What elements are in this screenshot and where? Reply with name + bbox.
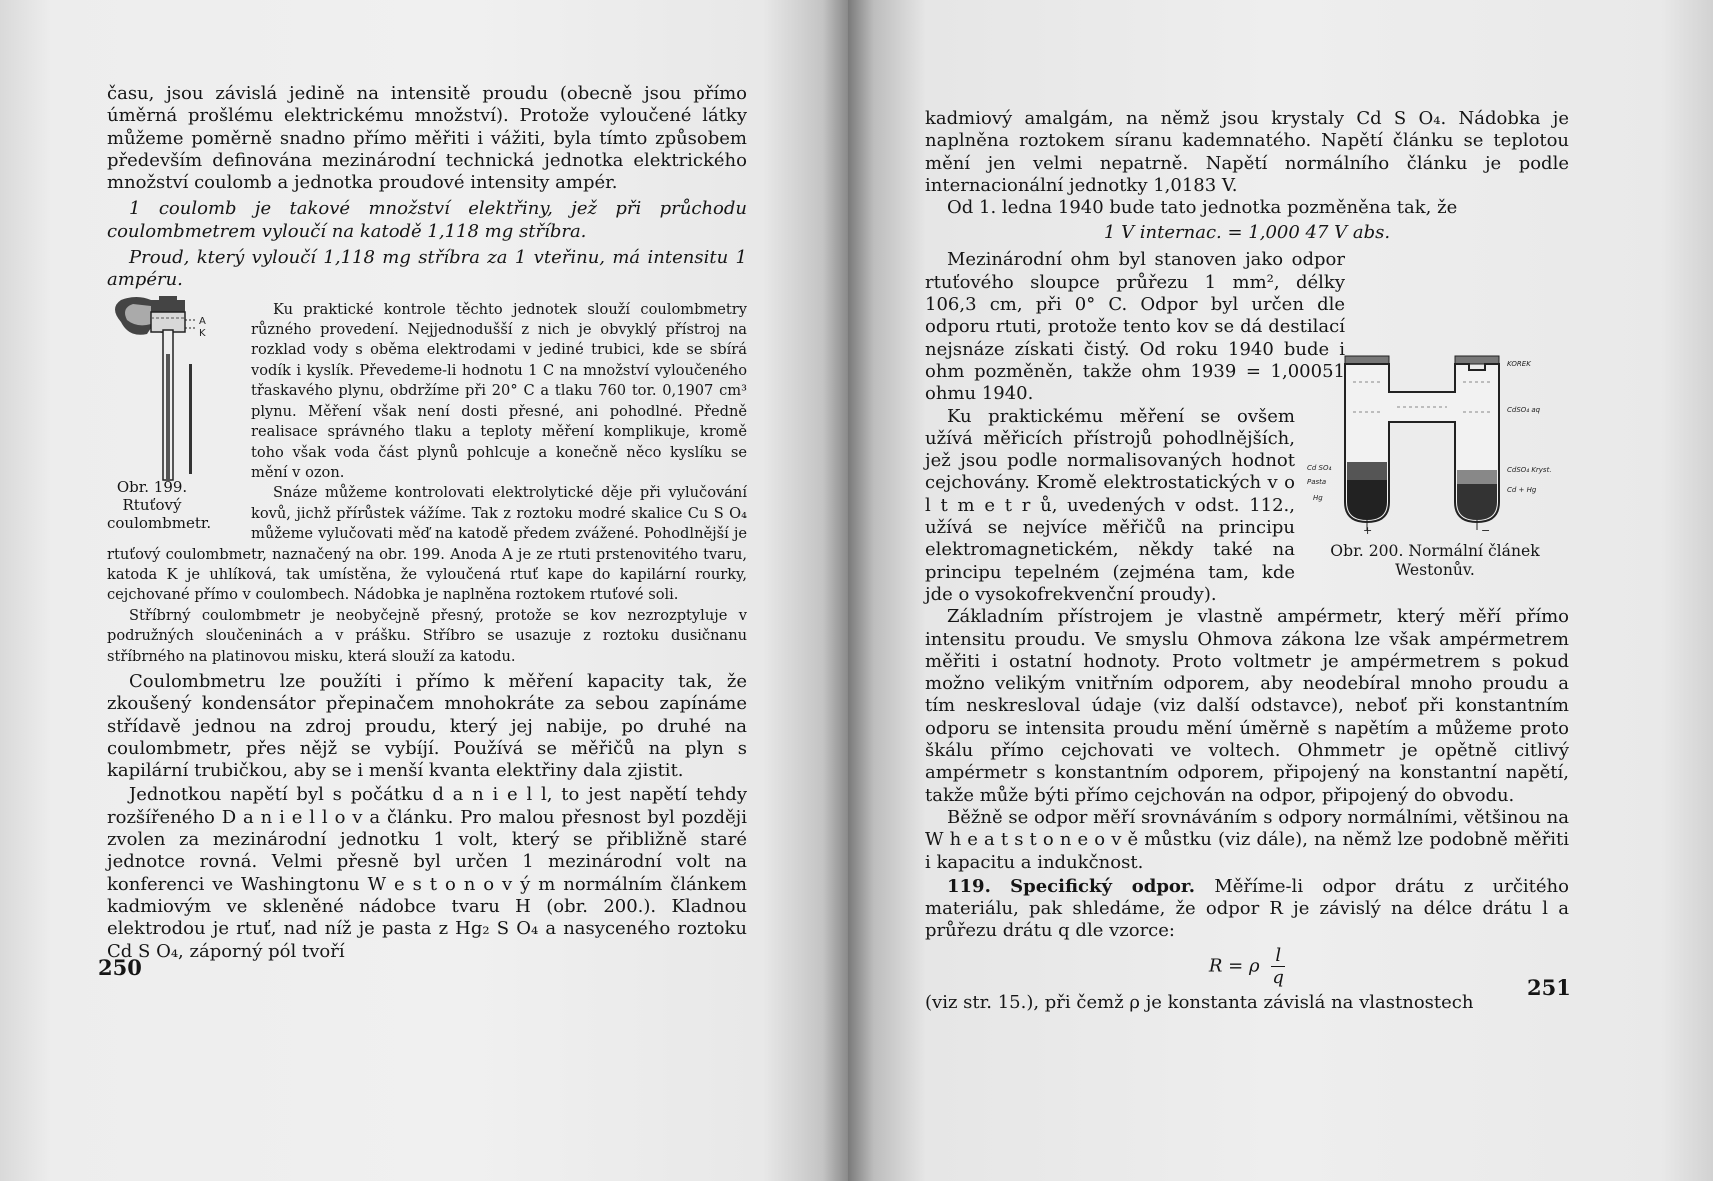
capacity-measurement-paragraph: Coulombmetru lze použíti i přímo k měření kapacity tak, že zkoušený kondensátor přepinačem mnohokráte za sebou zapínáme střídavě jednou na zdroj proudu, který jej nabije, po druhé na coulombmetr, přes nějž se vybíjí. Používá se měřičů na plyn s kapilární trubičkou, aby se i menší kvanta elektřiny dala zjistit. bbox=[107, 670, 747, 782]
figure-199 bbox=[107, 292, 251, 532]
formula-numerator: l bbox=[1271, 945, 1285, 967]
voltage-unit-paragraph: Jednotkou napětí byl s počátku d a n i e l l, to jest napětí tehdy rozšířeného D a n i e l l o v a článku. Pro malou přesnost byl později zvolen za mezinárodní jednotku 1 volt, který se přibližně staré jednotce rovná. Velmi přesně byl určen 1 mezinárodní volt na konferenci ve Washingtonu W e s t o n o v ý m normálním článkem kadmiovým ve skleněné nádobce tvaru H (obr. 200.). Kladnou elektrodou je rtuť, nad níž je pasta z Hg₂ S O₄ a nasyceného roztoku Cd S O₄, záporný pól tvoří bbox=[107, 784, 747, 962]
weston-cell-illustration bbox=[1305, 352, 1565, 534]
figure-200-caption: Obr. 200. Normální článek Westonův. bbox=[1330, 542, 1540, 579]
figure-199-caption: Obr. 199. Rtuťový coulombmetr. bbox=[107, 477, 212, 532]
fig200-cdso4-pasta: Cd SO₄ bbox=[1307, 464, 1332, 472]
right-page-number: 251 bbox=[1527, 975, 1571, 1000]
left-page-number: 250 bbox=[98, 955, 142, 980]
coulomb-definition: 1 coulomb je takové množství elektřiny, jež při průchodu coulombmetrem vyloučí na katodě 1,118 mg stříbra. bbox=[107, 198, 747, 242]
fig200-cd-hg: Cd + Hg bbox=[1507, 486, 1537, 494]
right-last-paragraph: (viz str. 15.), při čemž ρ je konstanta závislá na vlastnostech bbox=[925, 991, 1474, 1013]
internac-volt-formula: 1 V internac. = 1,000 47 V abs. bbox=[1103, 222, 1391, 244]
mercury-coulombmeter-paragraph: Snáze můžeme kontrolovati elektrolytické děje při vylučování kovů, jichž přírůstek vážíme. Tak z roztoku modré skalice Cu S O₄ můžeme vylučovati měď na katodě předem zvážené. Pohodlnější je rtuťový coulombmetr, naznačený na obr. 199. Anoda A je ze rtuti prstenovitého tvaru, katoda K je uhlíková, tak umístěna, že vyloučená rtuť kape do kapilární rourky, cejchované přímo v coulombech. Nádobka je naplněna roztokem rtuťové soli. bbox=[107, 484, 747, 604]
right-paragraph-1: kadmiový amalgám, na němž jsou krystaly Cd S O₄. Nádobka je naplněna roztokem síranu kademnatého. Napětí článku se teplotou mění jen velmi nepatrně. Napětí normálního článku je podle internacionální jednotky 1,0183 V. bbox=[925, 108, 1569, 196]
fig200-cdso4-aq: CdSO₄ aq bbox=[1507, 406, 1541, 414]
wheatstone-paragraph: Běžně se odpor měří srovnáváním s odpory normálními, většinou na W h e a t s t o n e o v ě můstku (viz dále), na němž lze podobně měřiti i kapacitu a indukčnost. bbox=[925, 806, 1569, 873]
fig200-korek: KOREK bbox=[1507, 360, 1531, 368]
right-paragraph-2: Od 1. ledna 1940 bude tato jednotka pozměněna tak, že bbox=[947, 197, 1458, 219]
fig200-cdso4-krystaly: CdSO₄ Kryst. bbox=[1507, 466, 1552, 474]
section-119-paragraph bbox=[925, 876, 1569, 943]
formula-denominator: q bbox=[1272, 966, 1284, 988]
coulombmeter-paragraph: Ku praktické kontrole těchto jednotek slouží coulombmetry různého provedení. Nejjednodušší z nich je obvyklý přístroj na rozklad vody s oběma elektrodami v jediné trubici, kde se sbírá vodík i kyslík. Převedeme-li hodnotu 1 C na množství vyloučeného třaskavého plynu, obdržíme při 20° C a tlaku 760 tor. 0,1907 cm³ plynu. Měření však není dosti přesné, ani pohodlné. Předně realisace správného tlaku a teploty měření komplikuje, kromě toho však voda část plynů pohlcuje a konečně něco kyslíku se mění v ozon. bbox=[251, 300, 747, 481]
left-text-column bbox=[107, 83, 747, 963]
ampere-definition: Proud, který vyloučí 1,118 mg stříbra za 1 vteřinu, má intensitu 1 ampéru. bbox=[107, 247, 747, 291]
formula-lhs: R = ρ bbox=[1208, 955, 1260, 977]
fig199-label-a: A bbox=[199, 315, 206, 327]
fig199-label-k: K bbox=[199, 327, 206, 339]
left-paragraph-1: času, jsou závislá jedině na intensitě proudu (obecně jsou přímo úměrná prošlému elektrickému množství). Protože vyloučené látky můžeme poměrně snadno přímo měřiti i vážiti, byla tímto způsobem především definována mezinárodní technická jednotka elektrického množství coulomb a jednotka proudové intensity ampér. bbox=[107, 83, 747, 194]
figure-200 bbox=[1305, 352, 1565, 580]
fig200-minus: − bbox=[1481, 524, 1491, 534]
left-page bbox=[0, 0, 848, 1181]
section-119-text: Měříme-li odpor drátu z určitého materiálu, pak shledáme, že odpor R je závislý na délce drátu l a průřezu drátu q dle vzorce: bbox=[925, 875, 1569, 942]
formula-fraction bbox=[1271, 945, 1285, 988]
measuring-instruments-paragraph: Ku praktickému měření se ovšem užívá měřicích přístrojů pohodlnějších, jež jsou podle normalisovaných hodnot cejchovány. Kromě elektrostatických v o l t m e t r ů, uvedených v odst. 112., užívá se nejvíce měřičů na principu elektromagnetickém, někdy také na principu tepelném (zejména tam, kde jde o vysokofrekvenční proudy). bbox=[925, 405, 1295, 605]
ohm-definition-paragraph: Mezinárodní ohm byl stanoven jako odpor rtuťového sloupce průřezu 1 mm², délky 106,3 cm, při 0° C. Odpor byl určen dle odporu rtuti, protože tento kov se dá destilací nejsnáze získati čistý. Od roku 1940 bude i ohm pozměněn, takže ohm 1939 = 1,00051 ohmu 1940. bbox=[925, 249, 1345, 405]
section-title: Specifický odpor. bbox=[1010, 875, 1196, 897]
section-number: 119. bbox=[947, 875, 991, 897]
fig200-hg: Hg bbox=[1313, 494, 1323, 502]
resistance-formula bbox=[925, 945, 1569, 988]
ampermeter-paragraph: Základním přístrojem je vlastně ampérmetr, který měří přímo intensitu proudu. Ve smyslu Ohmova zákona lze však ampérmetrem měřiti i ostatní hodnoty. Proto voltmetr je ampérmetrem s pokud možno velikým vnitřním odporem, aby neodebíral mnoho proudu a tím neskresloval údaje (viz další odstavce), neboť při konstantním odporu se intensita proudu mění úměrně s napětím a můžeme proto škálu přímo cejchovati ve voltech. Ohmmetr je opětně citlivý ampérmetr s konstantním odporem, připojený na konstantní napětí, takže může býti přímo cejchován na odpor, připojený do obvodu. bbox=[925, 606, 1569, 806]
silver-coulombmeter-paragraph: Stříbrný coulombmetr je neobyčejně přesný, protože se kov nezrozptyluje v podružných sloučeninách a v prášku. Stříbro se usazuje z roztoku dusičnanu stříbrného na platinovou misku, která slouží za katodu. bbox=[107, 606, 747, 665]
fig200-plus: + bbox=[1363, 524, 1373, 534]
fig200-pasta: Pasta bbox=[1307, 478, 1327, 486]
